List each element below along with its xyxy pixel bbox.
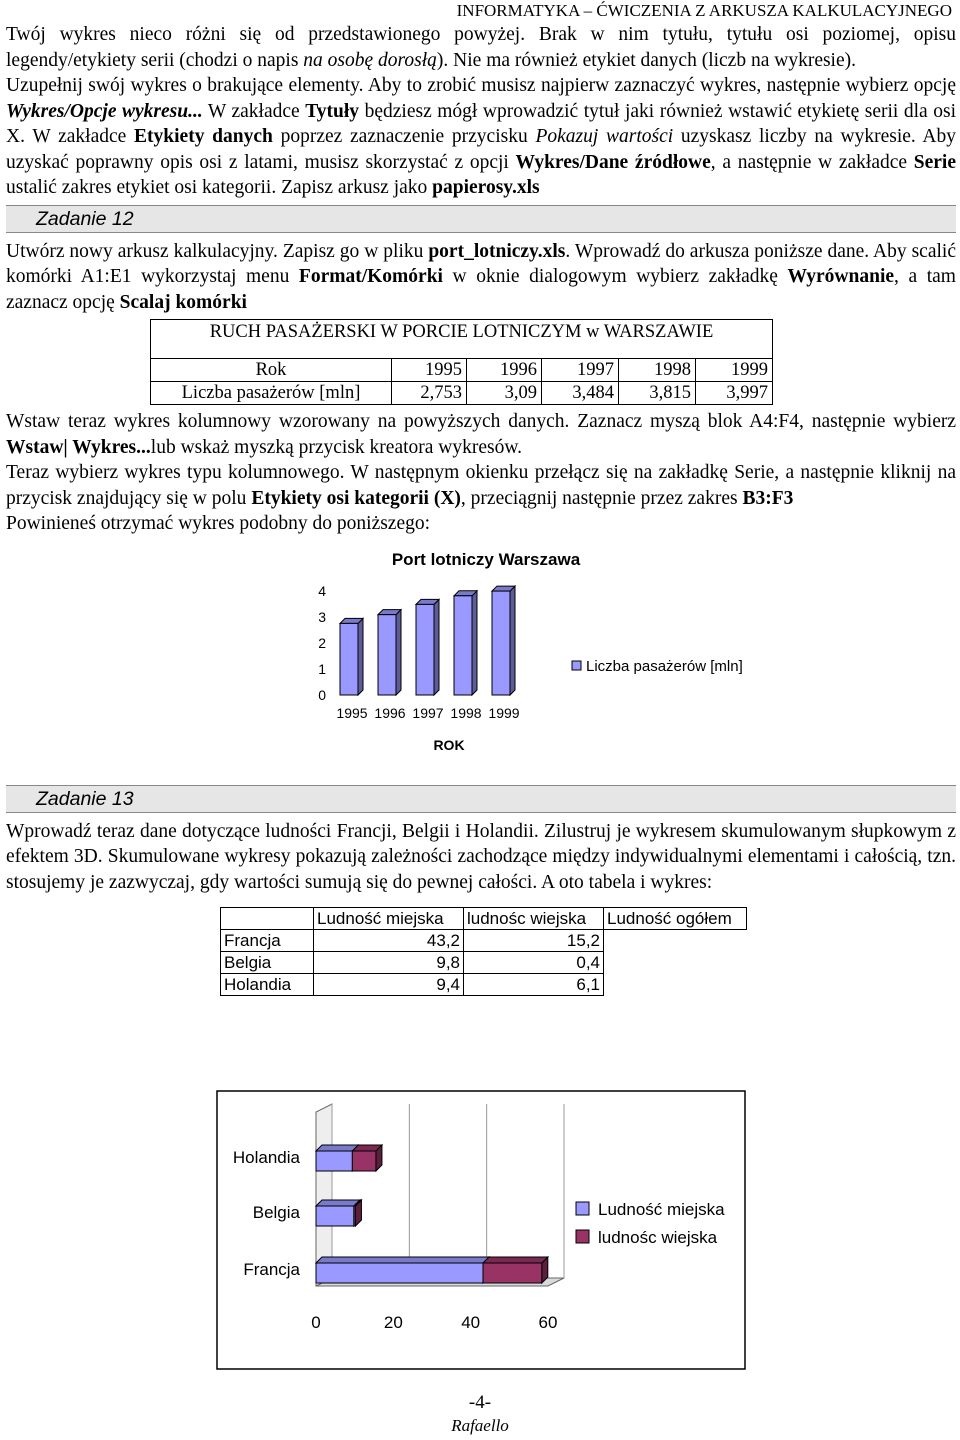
page-header: INFORMATYKA – ĆWICZENIA Z ARKUSZA KALKULACYJNEGO [456,1,952,20]
task-12-paragraph-1: Utwórz nowy arkusz kalkulacyjny. Zapisz go w pliku port_lotniczy.xls. Wprowadź do arkusza poniższe dane. Aby scalić komórki A1:E1 wykorzystaj menu Format/Komórki w oknie dialogowym wybierz zakładkę Wyrównanie, a tam zaznacz opcję Scalaj komórki [6,240,956,313]
table-header-cell: Ludność miejska [314,908,464,930]
legend-label: ludnośc wiejska [598,1228,718,1247]
intro-paragraph-1: Twój wykres nieco różni się od przedstawionego powyżej. Brak w nim tytułu, tytułu osi poziomej, opisu legendy/etykiety serii (chodzi o napis na osobę dorosłą). Nie ma również etykiet danych (liczb na wykresie). [6,24,956,71]
column-bar [454,595,472,694]
stacked-bar-segment-top [352,1145,382,1151]
x-tick-label: 40 [461,1313,481,1332]
column-bar [492,591,510,695]
table-cell: 1996 [467,359,542,382]
task-12-paragraph-4: Powinieneś otrzymać wykres podobny do poniższego: [6,513,431,534]
table-cell: Holandia [221,974,314,996]
table-cell: Francja [221,930,314,952]
y-tick-label: 0 [318,686,326,703]
stacked-bar-segment [483,1263,542,1283]
table-cell [604,974,747,996]
table-row [221,930,747,952]
column-bar [340,623,358,695]
table-header-cell [221,908,314,930]
table-cell: 3,484 [542,382,619,405]
legend-label: Ludność miejska [598,1200,725,1219]
y-tick-label: Francja [243,1260,300,1279]
x-tick-label: 60 [538,1313,558,1332]
x-axis-label: ROK [433,736,465,753]
table-row [221,974,747,996]
stacked-bar-segment-top [316,1257,489,1263]
airport-column-chart [296,549,960,779]
table-cell: 2,753 [392,382,467,405]
population-table [220,907,747,996]
x-tick-label: 20 [383,1313,403,1332]
legend-swatch [576,1230,589,1243]
table-cell: 0,4 [464,952,604,974]
stacked-bar-segment [352,1151,376,1171]
x-tick-label: 1995 [336,704,368,721]
table-cell: Belgia [221,952,314,974]
table-cell [604,952,747,974]
column-bar-side [396,609,401,694]
column-bar-side [434,599,439,695]
legend-label: Liczba pasażerów [mln] [586,657,743,675]
y-tick-label: 3 [318,608,326,625]
table-cell: 43,2 [314,930,464,952]
page-number: -4- [468,1392,492,1413]
task-12-paragraph-3: Teraz wybierz wykres typu kolumnowego. W następnym okienku przełącz się na zakładkę Serie, a następnie kliknij na przycisk znajdujący się w polu Etykiety osi kategorii (X), przeciągnij następnie przez zakres B3:F3 [6,462,956,509]
table-header-cell: ludnośc wiejska [464,908,604,930]
stacked-bar-segment [316,1151,352,1171]
x-tick-label: 1998 [450,704,482,721]
table-cell: 1997 [542,359,619,382]
legend-swatch [576,1202,589,1215]
population-stacked-bar-chart [216,1090,746,1370]
task-12-heading: Zadanie 12 [6,205,956,233]
chart-title: Port lotniczy Warszawa [391,549,581,569]
x-tick-label: 1999 [488,704,520,721]
task-12-paragraph-2: Wstaw teraz wykres kolumnowy wzorowany na powyższych danych. Zaznacz myszą blok A4:F4, następnie wybierz Wstaw| Wykres...lub wskaż myszką przycisk kreatora wykresów. [6,411,956,458]
table-header-cell: Ludność ogółem [604,908,747,930]
y-tick-label: 4 [318,582,326,599]
table-cell: 15,2 [464,930,604,952]
y-tick-label: 2 [318,634,326,651]
y-tick-label: Holandia [232,1148,300,1167]
stacked-bar-segment-top [316,1145,358,1151]
x-tick-label: 1996 [374,704,406,721]
column-bar-side [472,590,477,694]
task-13-paragraph: Wprowadź teraz dane dotyczące ludności Francji, Belgii i Holandii. Zilustruj je wykresem skumulowanym słupkowym z efektem 3D. Skumulowane wykresy pokazują zależności zachodzące między indywidualnymi elementami i całością, tzn. stosujemy je zazwyczaj, gdy wartości sumują się do pewnej całości. A oto tabela i wykres: [6,820,956,893]
stacked-bar-segment-top [483,1257,548,1263]
table-cell: Rok [151,359,392,382]
table-title: RUCH PASAŻERSKI W PORCIE LOTNICZYM w WARSZAWIE [151,320,773,345]
task-13-heading: Zadanie 13 [6,785,956,813]
x-tick-label: 1997 [412,704,444,721]
stacked-bar-segment [316,1206,354,1226]
table-cell: 1999 [696,359,773,382]
table-spacer-row [151,344,773,359]
table-row [221,952,747,974]
stacked-bar-segment-top [316,1200,360,1206]
table-cell: 1995 [392,359,467,382]
intro-paragraph-2: Uzupełnij swój wykres o brakujące elementy. Aby to zrobić musisz najpierw zaznaczyć wykres, następnie wybierz opcję Wykres/Opcje wykresu... W zakładce Tytuły będziesz mógł wprowadzić tytuł jaki również wstawić etykietę serii dla osi X. W zakładce Etykiety danych poprzez zaznaczenie przycisku Pokazuj wartości uzyskasz liczby na wykresie. Aby uzyskać poprawny opis osi z latami, musisz skorzystać z opcji Wykres/Dane źródłowe, a następnie w zakładce Serie ustalić zakres etykiet osi kategorii. Zapisz arkusz jako papierosy.xls [6,75,957,198]
column-bar [416,604,434,695]
footer-author: Rafaello [451,1416,509,1435]
table-cell: 9,8 [314,952,464,974]
y-tick-label: Belgia [252,1203,300,1222]
stacked-bar-segment [316,1263,483,1283]
table-header-row [221,908,747,930]
table-cell: 3,997 [696,382,773,405]
column-bar-side [358,618,363,695]
table-cell: Liczba pasażerów [mln] [151,382,392,405]
table-cell: 3,815 [619,382,696,405]
x-tick-label: 0 [311,1313,321,1332]
table-row [151,382,773,405]
table-cell [604,930,747,952]
column-bar-side [510,586,515,695]
table-row [151,359,773,382]
column-bar [378,614,396,694]
table-cell: 6,1 [464,974,604,996]
y-tick-label: 1 [318,660,326,677]
legend-swatch [572,661,581,670]
passenger-table [150,319,773,405]
table-cell: 3,09 [467,382,542,405]
stacked-bar-segment [354,1206,356,1226]
table-cell: 9,4 [314,974,464,996]
table-cell: 1998 [619,359,696,382]
